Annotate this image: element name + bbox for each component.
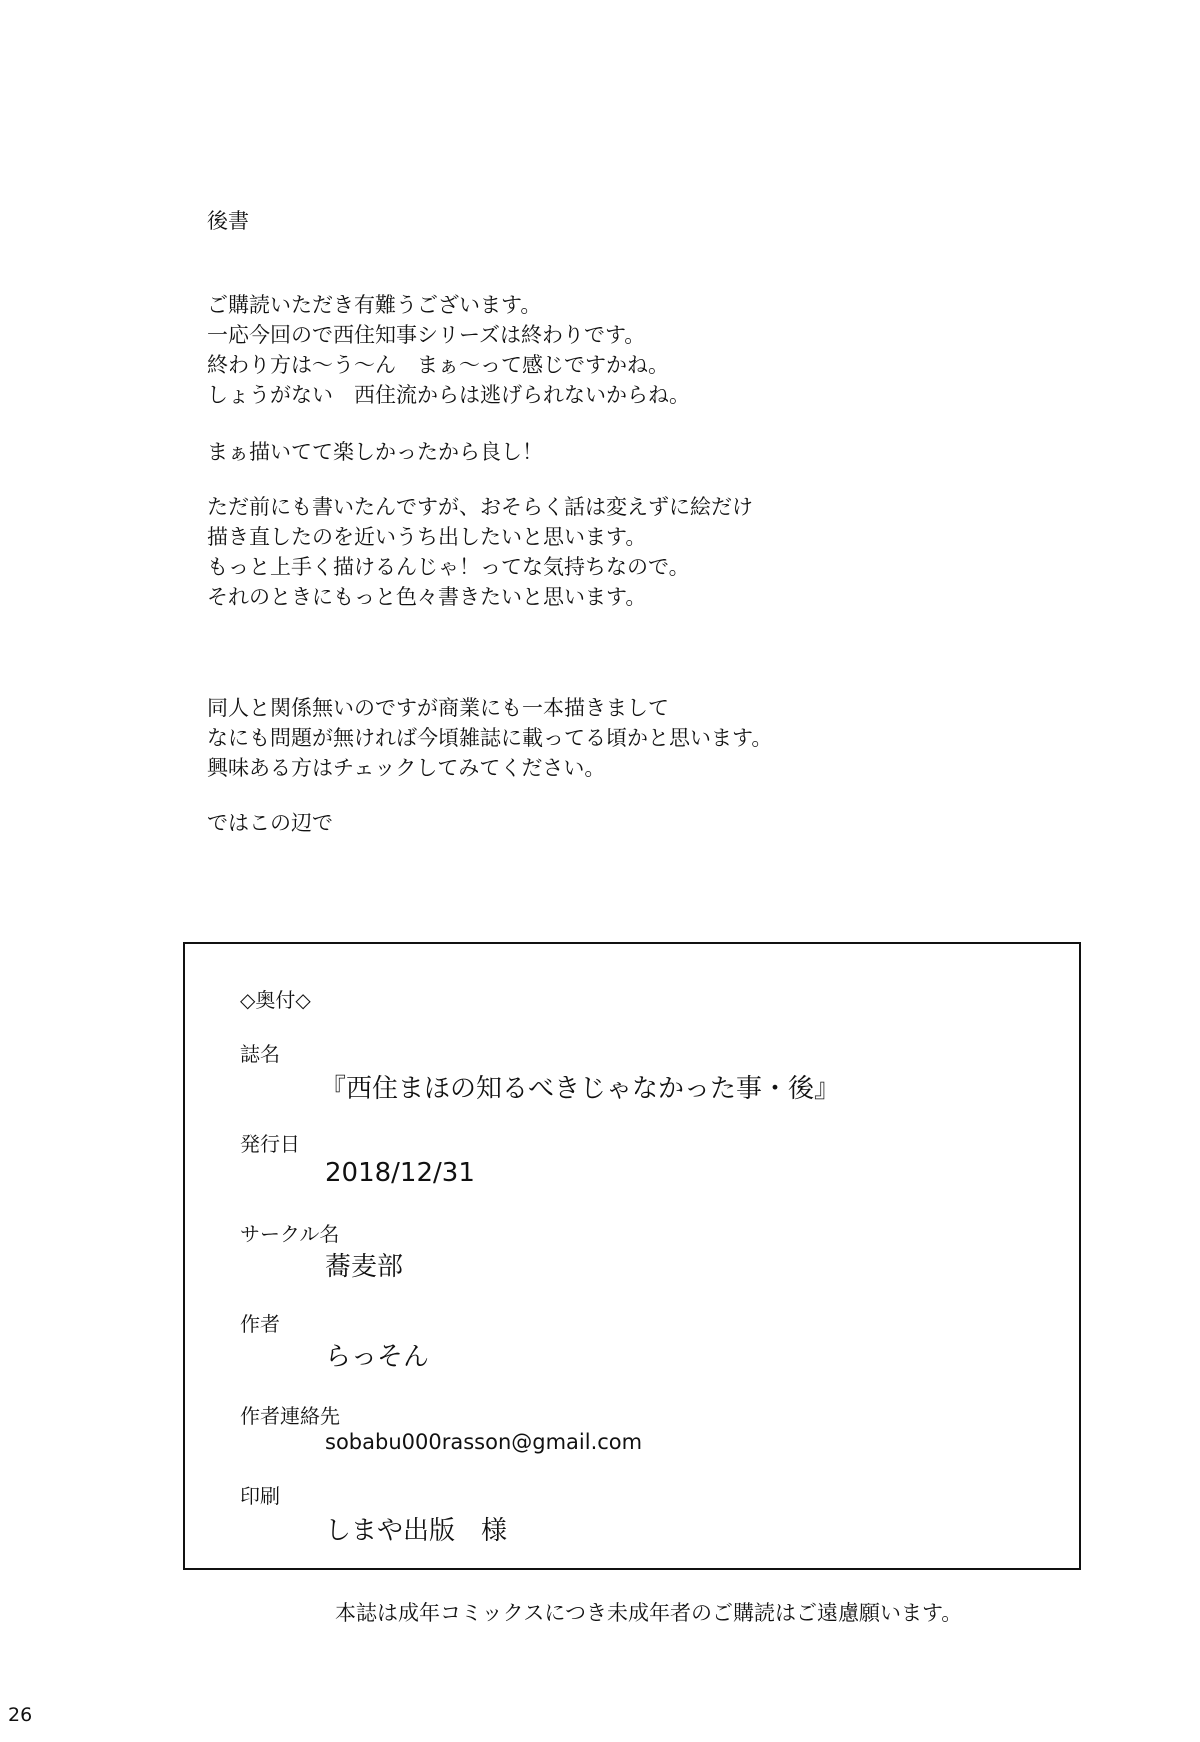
afterword-line: それのときにもっと色々書きたいと思います。 [207,585,647,609]
afterword-line: しょうがない 西住流からは逃げられないからね。 [207,383,690,407]
afterword-heading: 後書 [207,209,249,233]
title-value: 『西住まほの知るべきじゃなかった事・後』 [320,1074,841,1104]
afterword-line: ただ前にも書いたんですが、おそらく話は変えずに絵だけ [207,495,753,519]
afterword-paragraph [207,290,690,410]
publication-date-value: 2018/12/31 [325,1158,475,1188]
author-contact-label: 作者連絡先 [240,1404,340,1428]
author-value: らっそん [325,1342,430,1372]
afterword-line: 同人と関係無いのですが商業にも一本描きまして [207,696,669,720]
afterword-line: 興味ある方はチェックしてみてください。 [207,756,606,780]
afterword-paragraph [207,808,333,838]
page-number: 26 [8,1704,33,1726]
author-contact-value: sobabu000rasson@gmail.com [325,1430,643,1454]
afterword-line: 一応今回ので西住知事シリーズは終わりです。 [207,323,646,347]
publication-date-label: 発行日 [240,1132,300,1156]
afterword-paragraph [207,693,772,783]
afterword-line: 描き直したのを近いうち出したいと思います。 [207,525,647,549]
title-label: 誌名 [240,1042,280,1066]
printer-value: しまや出版 様 [325,1516,508,1546]
author-label: 作者 [240,1312,280,1336]
afterword-line: ではこの辺で [207,811,333,835]
colophon-box [183,942,1081,1570]
circle-name-value: 蕎麦部 [325,1252,404,1282]
afterword-line: なにも問題が無ければ今頃雑誌に載ってる頃かと思います。 [207,726,773,750]
afterword-line: ご購読いただき有難うございます。 [207,293,542,317]
age-restriction-notice: 本誌は成年コミックスにつき未成年者のご購読はご遠慮願います。 [335,1601,963,1625]
afterword-paragraph [207,437,543,467]
afterword-line: もっと上手く描けるんじゃ！ってな気持ちなので。 [207,555,690,579]
afterword-paragraph [207,492,753,612]
colophon-heading: ◇奥付◇ [240,988,311,1012]
printer-label: 印刷 [240,1484,280,1508]
afterword-line: まぁ描いてて楽しかったから良し！ [207,440,543,464]
afterword-line: 終わり方は〜う〜ん まぁ〜って感じですかね。 [207,353,669,377]
circle-name-label: サークル名 [240,1222,340,1246]
